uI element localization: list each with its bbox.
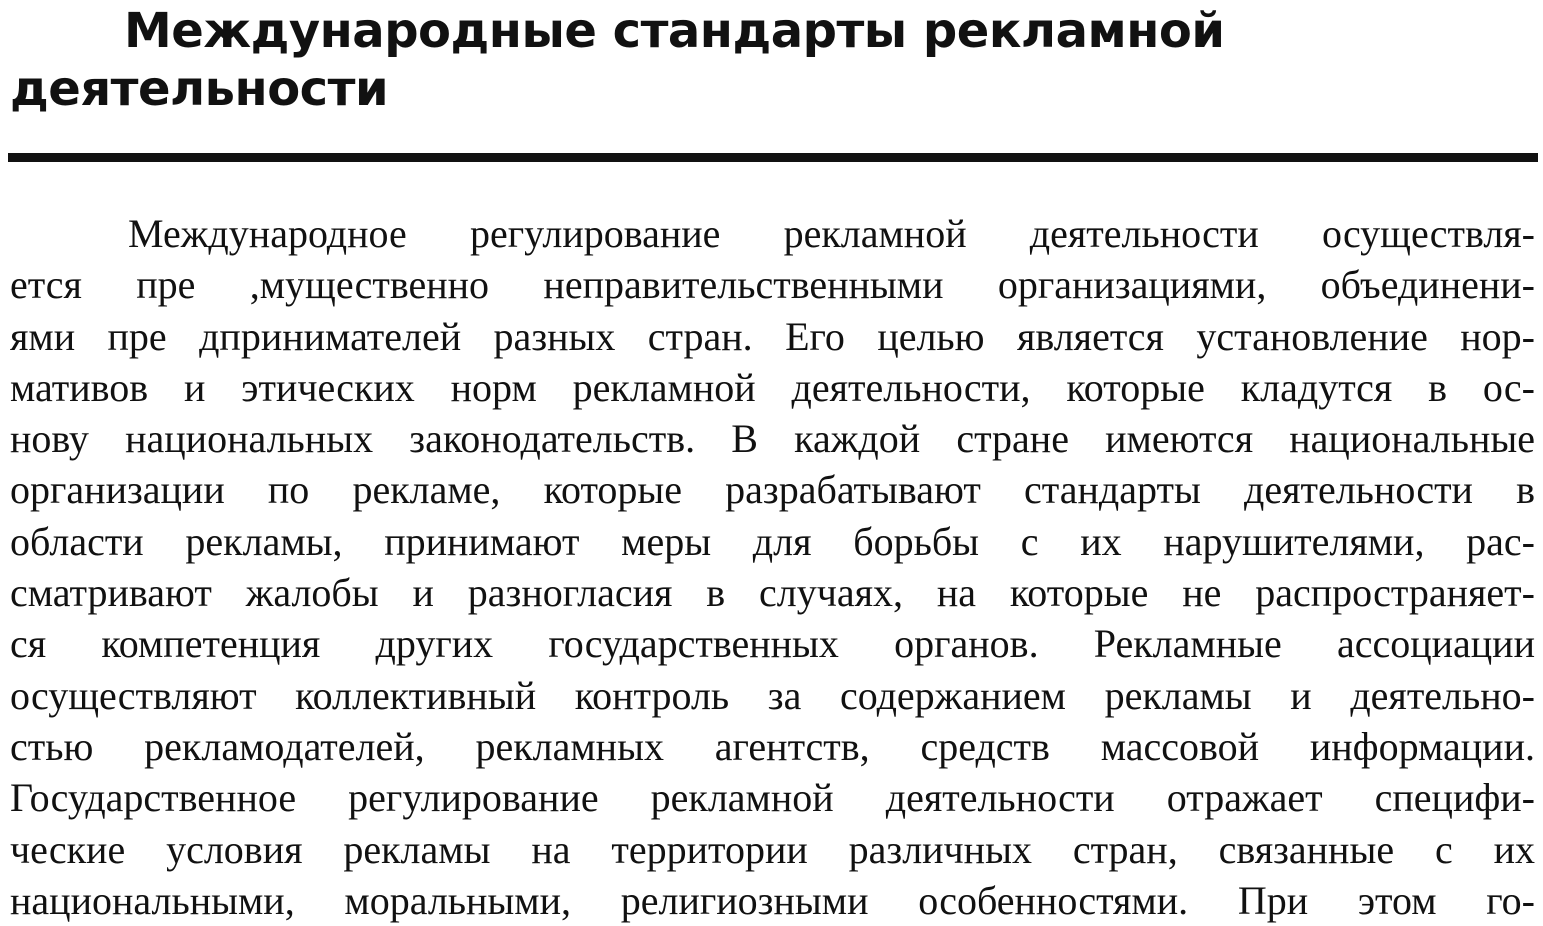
paragraph-line: национальными, моральными, религиозными особенностями. При этом го- bbox=[10, 877, 1535, 923]
paragraph-line: Государственное регулирование рекламной деятельности отражает специфи- bbox=[10, 775, 1535, 821]
heading-line: Международные стандарты рекламной bbox=[124, 3, 1225, 59]
paragraph-line: осуществляют коллективный контроль за содержанием рекламы и деятельно- bbox=[10, 672, 1535, 718]
paragraph-line: нову национальных законодательств. В каждой стране имеются национальные bbox=[10, 416, 1535, 462]
paragraph-line: организации по рекламе, которые разрабатывают стандарты деятельности в bbox=[10, 467, 1535, 513]
paragraph-line: мативов и этических норм рекламной деятельности, которые кладутся в ос- bbox=[10, 364, 1535, 410]
body-paragraph bbox=[10, 208, 1535, 926]
heading-line: деятельности bbox=[10, 61, 389, 117]
paragraph-line: области рекламы, принимают меры для борьбы с их нарушителями, рас- bbox=[10, 518, 1535, 564]
paragraph-line: ческие условия рекламы на территории различных стран, связанные с их bbox=[10, 826, 1535, 872]
paragraph-line: ется пре ,мущественно неправительственными организациями, объединени- bbox=[10, 262, 1535, 308]
heading-rule bbox=[8, 153, 1538, 162]
paragraph-line: стью рекламодателей, рекламных агентств, средств массовой информации. bbox=[10, 723, 1535, 769]
section-heading bbox=[10, 2, 1510, 118]
paragraph-line: сматривают жалобы и разногласия в случаях, на которые не распространяет- bbox=[10, 570, 1535, 616]
paragraph-line: Международное регулирование рекламной деятельности осуществля- bbox=[128, 211, 1535, 256]
paragraph-line: ся компетенция других государственных органов. Рекламные ассоциации bbox=[10, 621, 1535, 667]
paragraph-line: ями пре дпринимателей разных стран. Его целью является установление нор- bbox=[10, 313, 1535, 359]
